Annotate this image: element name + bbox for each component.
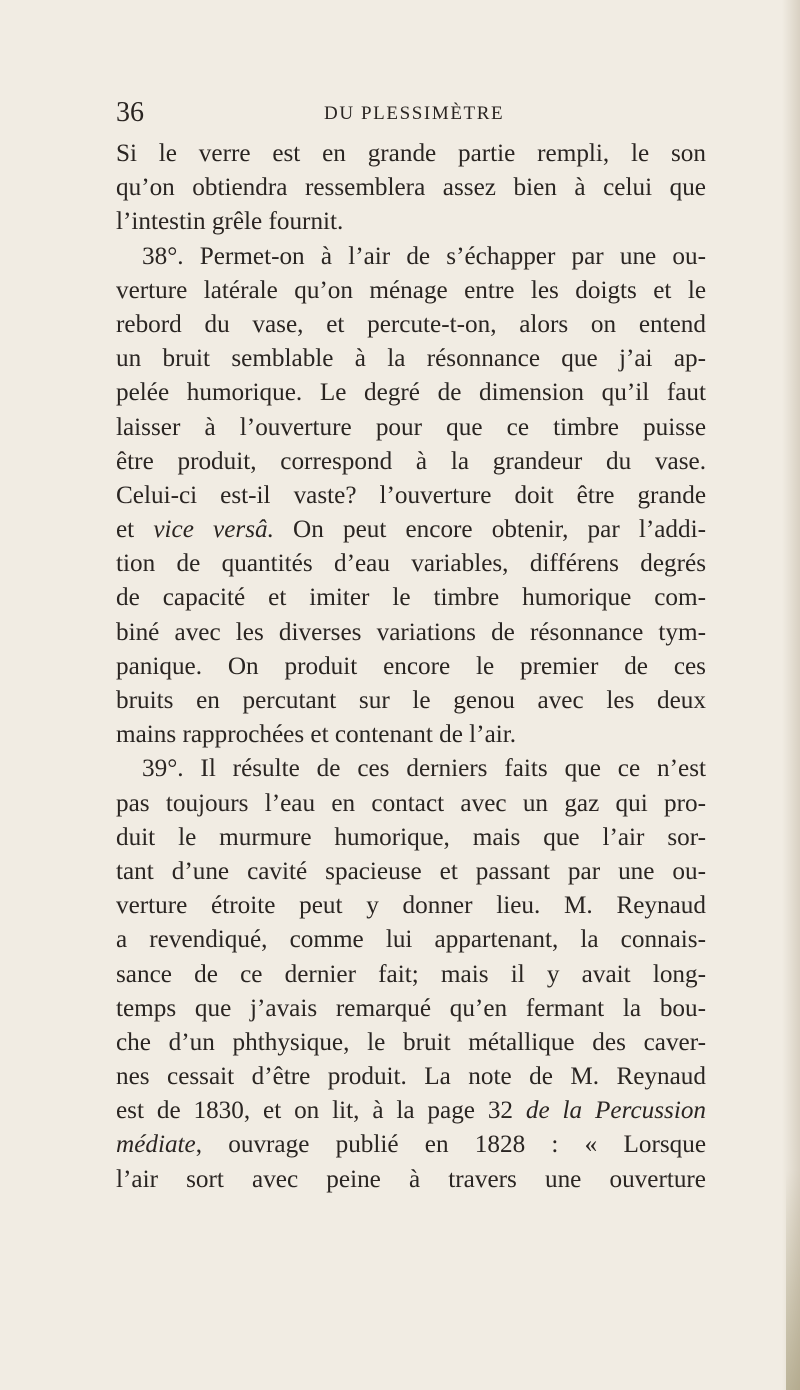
text-line: rebord du vase, et percute-t-on, alors on entend	[116, 310, 706, 338]
text-line: nes cessait d’être produit. La note de M. Reynaud	[116, 1063, 706, 1091]
text-run: est de 1830, et on lit, à la page 32	[116, 1097, 514, 1125]
text-line: panique. On produit encore le premier de ces	[116, 652, 706, 680]
body-text	[116, 137, 706, 1197]
text-run: , ouvrage publié en 1828 : « Lorsque	[195, 1131, 706, 1159]
running-head	[116, 96, 702, 130]
text-line: 39°. Il résulte de ces derniers faits que ce n’est	[142, 755, 706, 783]
text-line: 38°. Permet-on à l’air de s’échapper par une ou-	[142, 242, 706, 270]
text-line: verture latérale qu’on ménage entre les doigts et le	[116, 276, 706, 304]
text-line: qu’on obtiendra ressemblera assez bien à celui que	[116, 174, 706, 202]
text-line: être produit, correspond à la grandeur du vase.	[116, 447, 706, 475]
text-line: un bruit semblable à la résonnance que j’ai ap-	[116, 345, 706, 373]
text-line: bruits en percutant sur le genou avec les deux	[116, 687, 706, 714]
text-line: laisser à l’ouverture pour que ce timbre puisse	[116, 413, 706, 441]
text-line	[116, 1094, 706, 1128]
text-run: On peut encore obtenir, par l’addi-	[273, 516, 706, 544]
text-line: sance de ce dernier fait; mais il y avait long-	[116, 960, 706, 988]
text-line: pelée humorique. Le degré de dimension qu’il faut	[116, 379, 706, 407]
text-line: tant d’une cavité spacieuse et passant par une ou-	[116, 857, 706, 885]
text-line	[116, 513, 706, 547]
italic-phrase: vice versâ.	[153, 516, 274, 544]
text-line: l’air sort avec peine à travers une ouverture	[116, 1165, 706, 1193]
text-line: duit le murmure humorique, mais que l’air sor-	[116, 823, 706, 851]
text-line	[116, 1128, 706, 1162]
text-run: et	[116, 516, 154, 544]
text-line: l’intestin grêle fournit.	[116, 208, 344, 236]
text-line: temps que j’avais remarqué qu’en fermant la bou-	[116, 994, 706, 1022]
text-line: pas toujours l’eau en contact avec un gaz qui pro-	[116, 789, 706, 817]
running-title: DU PLESSIMÈTRE	[324, 103, 505, 124]
italic-phrase: de la Percussion	[525, 1097, 707, 1125]
text-line: de capacité et imiter le timbre humorique com-	[116, 584, 706, 612]
text-line: biné avec les diverses variations de résonnance tym-	[116, 618, 706, 646]
text-line: che d’un phthysique, le bruit métallique des caver-	[116, 1028, 706, 1056]
text-line: verture étroite peut y donner lieu. M. Reynaud	[116, 892, 706, 920]
page-edge-stain	[786, 1170, 800, 1390]
page-number: 36	[116, 97, 144, 128]
text-line: Si le verre est en grande partie rempli, le son	[116, 140, 706, 167]
text-line: a revendiqué, comme lui appartenant, la connais-	[116, 926, 706, 954]
text-line: tion de quantités d’eau variables, différens degrés	[116, 550, 706, 578]
text-line: mains rapprochées et contenant de l’air.	[116, 721, 517, 749]
italic-phrase: médiate	[116, 1131, 196, 1159]
text-line: Celui-ci est-il vaste? l’ouverture doit être grande	[116, 481, 706, 509]
